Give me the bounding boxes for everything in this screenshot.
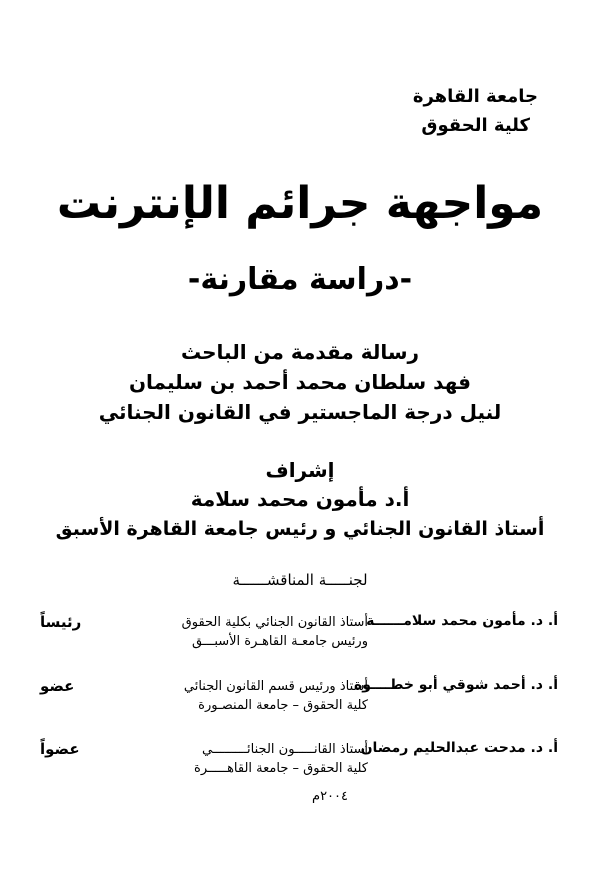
member-title — [184, 677, 368, 715]
member-title — [182, 613, 368, 651]
committee-member — [40, 613, 558, 653]
member-title-line: كلية الحقوق – جامعة المنصـورة — [198, 698, 368, 713]
supervision-label: إشراف — [265, 458, 335, 482]
university-name: جامعة القاهرة — [412, 86, 538, 107]
thesis-title: مواجهة جرائم الإنترنت — [56, 178, 544, 229]
committee-label: لجنـــــة المناقشــــــة — [232, 571, 368, 589]
year: ٢٠٠٤م — [312, 789, 348, 804]
member-name: أ. د. أحمد شوقي أبو خطــــوة — [354, 677, 558, 693]
faculty-name: كلية الحقوق — [421, 115, 530, 136]
member-role: رئيساً — [40, 613, 82, 631]
committee-member — [40, 740, 558, 780]
member-title-line: ورئيس جامعـة القاهـرة الأسبـــق — [192, 634, 368, 649]
member-role: عضو — [40, 677, 75, 695]
supervisor-name: أ.د مأمون محمد سلامة — [190, 487, 410, 511]
member-role: عضواً — [40, 740, 80, 758]
member-title-line: أستاذ القانـــــون الجنائـــــــــي — [201, 742, 368, 757]
member-title-line: كلية الحقوق – جامعة القاهـــــرة — [194, 761, 368, 776]
member-name: أ. د. مدحت عبدالحليم رمضان — [360, 740, 558, 756]
member-title — [194, 740, 368, 778]
member-title-line: أستاذ ورئيس قسم القانون الجنائي — [183, 679, 368, 694]
degree-purpose: لنيل درجة الماجستير في القانون الجنائي — [98, 400, 502, 424]
committee-member — [40, 677, 558, 717]
supervisor-title: أستاذ القانون الجنائي و رئيس جامعة القاهرة الأسبق — [55, 518, 545, 540]
member-name: أ. د. مأمون محمد سلامــــــة — [366, 613, 558, 629]
member-title-line: أستاذ القانون الجنائي بكلية الحقوق — [181, 615, 368, 630]
thesis-subtitle: -دراسة مقارنة- — [187, 262, 413, 297]
submission-line: رسالة مقدمة من الباحث — [180, 340, 420, 364]
researcher-name: فهد سلطان محمد أحمد بن سليمان — [128, 370, 472, 394]
